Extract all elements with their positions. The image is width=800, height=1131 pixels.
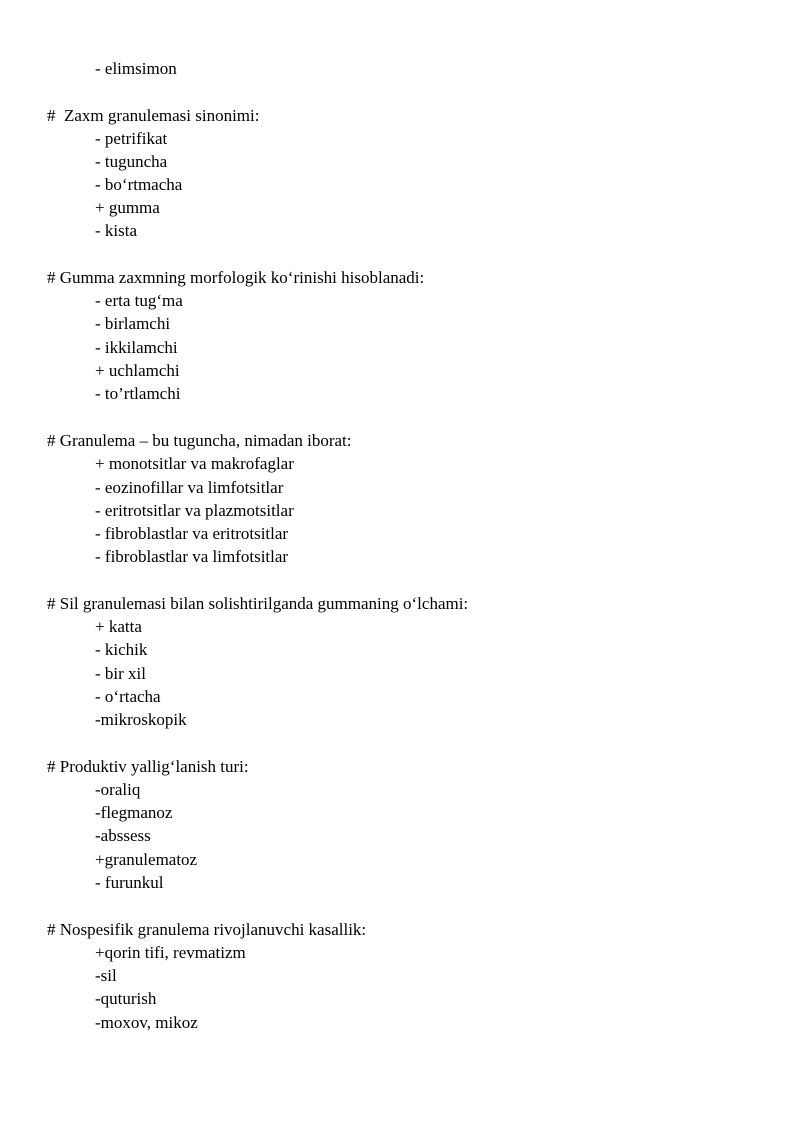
answer-option: -sil xyxy=(95,966,117,985)
answer-option: -moxov, mikoz xyxy=(95,1013,198,1032)
answer-option: - eozinofillar va limfotsitlar xyxy=(95,478,284,497)
question-text: # Nospesifik granulema rivojlanuvchi kasallik: xyxy=(47,920,367,939)
answer-option: +qorin tifi, revmatizm xyxy=(95,943,246,962)
answer-option: - kichik xyxy=(95,640,148,659)
answer-option: - eritrotsitlar va plazmotsitlar xyxy=(95,501,294,520)
question-text: # Produktiv yalligʻlanish turi: xyxy=(47,757,249,776)
answer-option: + katta xyxy=(95,617,142,636)
answer-option: -quturish xyxy=(95,989,157,1008)
answer-option: -abssess xyxy=(95,826,151,845)
answer-option: + monotsitlar va makrofaglar xyxy=(95,454,294,473)
answer-option: - to’rtlamchi xyxy=(95,384,181,403)
answer-option: - birlamchi xyxy=(95,314,171,333)
question-text: # Zaxm granulemasi sinonimi: xyxy=(47,106,260,125)
answer-option: - fibroblastlar va limfotsitlar xyxy=(95,547,289,566)
answer-option: -mikroskopik xyxy=(95,710,187,729)
answer-option: - erta tugʻma xyxy=(95,291,183,310)
answer-option: -oraliq xyxy=(95,780,141,799)
answer-option: - petrifikat xyxy=(95,129,168,148)
answer-option: - bir xil xyxy=(95,664,146,683)
answer-option: - tuguncha xyxy=(95,152,168,171)
question-text: # Gumma zaxmning morfologik koʻrinishi hisoblanadi: xyxy=(47,268,425,287)
answer-option: - ikkilamchi xyxy=(95,338,178,357)
answer-option: + gumma xyxy=(95,198,160,217)
answer-option: + uchlamchi xyxy=(95,361,180,380)
question-text: # Granulema – bu tuguncha, nimadan iborat: xyxy=(47,431,352,450)
answer-option: -flegmanoz xyxy=(95,803,173,822)
answer-option: - fibroblastlar va eritrotsitlar xyxy=(95,524,289,543)
answer-option: - oʻrtacha xyxy=(95,687,161,706)
question-text: # Sil granulemasi bilan solishtirilganda gummaning oʻlchami: xyxy=(47,594,469,613)
answer-option: +granulematoz xyxy=(95,850,198,869)
answer-option: - kista xyxy=(95,221,138,240)
answer-option: - boʻrtmacha xyxy=(95,175,183,194)
answer-option: - furunkul xyxy=(95,873,164,892)
answer-option: - elimsimon xyxy=(95,59,177,78)
